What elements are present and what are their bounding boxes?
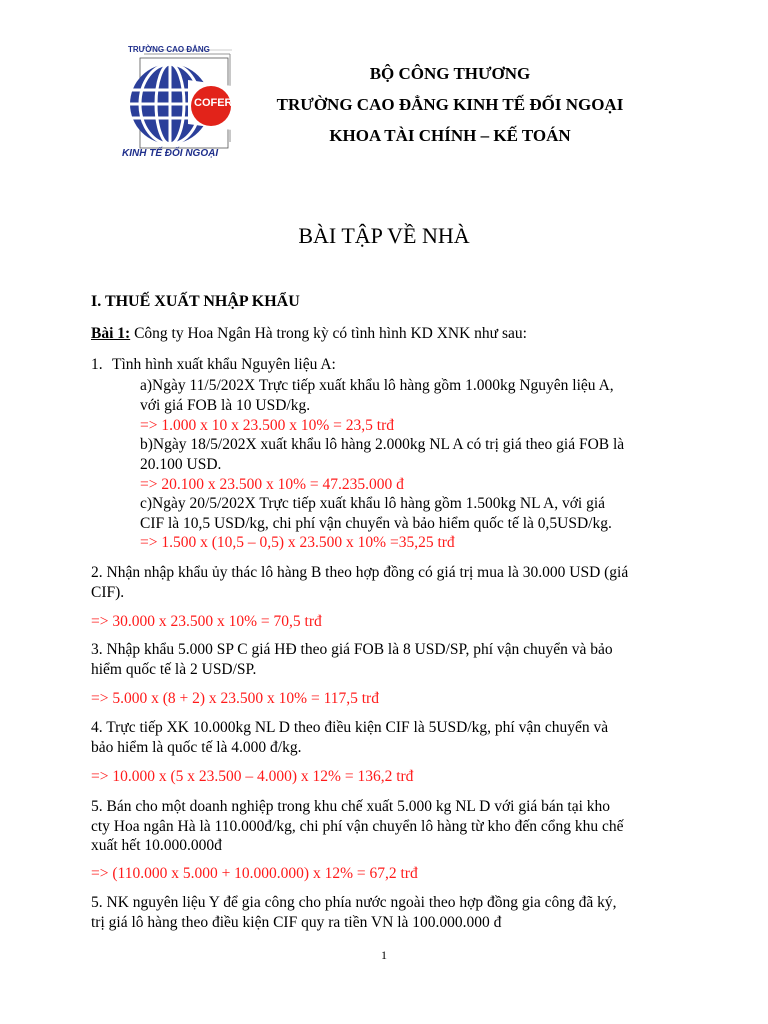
item3-line2: hiểm quốc tế là 2 USD/SP. <box>91 661 257 678</box>
item5-line3: xuất hết 10.000.000đ <box>91 837 222 854</box>
page-title: BÀI TẬP VỀ NHÀ <box>298 223 470 248</box>
section-heading: I. THUẾ XUẤT NHẬP KHẨU <box>91 293 300 310</box>
item1-a-line1: a)Ngày 11/5/202X Trực tiếp xuất khẩu lô hàng gồm 1.000kg Nguyên liệu A, <box>140 377 614 394</box>
item6-line2: trị giá lô hàng theo điều kiện CIF quy ra tiền VN là 100.000.000 đ <box>91 914 502 931</box>
item1-number: 1. <box>91 356 103 373</box>
item5-line1: 5. Bán cho một doanh nghiệp trong khu chế xuất 5.000 kg NL D với giá bán tại kho <box>91 798 611 815</box>
page-number: 1 <box>381 948 387 962</box>
exercise-label: Bài 1: <box>91 325 131 342</box>
faculty-name: KHOA TÀI CHÍNH – KẾ TOÁN <box>329 126 571 145</box>
item4-answer: => 10.000 x (5 x 23.500 – 4.000) x 12% = 136,2 trđ <box>91 768 414 785</box>
logo-badge-text: COFER <box>194 97 233 109</box>
item1-b-answer: => 20.100 x 23.500 x 10% = 47.235.000 đ <box>140 476 404 493</box>
item1-a-answer: => 1.000 x 10 x 23.500 x 10% = 23,5 trđ <box>140 417 394 434</box>
logo-top-text: TRƯỜNG CAO ĐẲNG <box>128 45 210 54</box>
item1-c-line2: CIF là 10,5 USD/kg, chi phí vận chuyển và bảo hiểm quốc tế là 0,5USD/kg. <box>140 515 612 532</box>
item6-line1: 5. NK nguyên liệu Y để gia công cho phía nước ngoài theo hợp đồng gia công đã ký, <box>91 894 617 911</box>
item4-line1: 4. Trực tiếp XK 10.000kg NL D theo điều kiện CIF là 5USD/kg, phí vận chuyển và <box>91 719 609 736</box>
item5-line2: cty Hoa ngân Hà là 110.000đ/kg, chi phí vận chuyển lô hàng từ kho đến cổng khu chế <box>91 818 624 835</box>
item1-heading: Tình hình xuất khẩu Nguyên liệu A: <box>112 356 336 373</box>
item5-answer: => (110.000 x 5.000 + 10.000.000) x 12% = 67,2 trđ <box>91 865 418 882</box>
item2-line1: 2. Nhận nhập khẩu ủy thác lô hàng B theo hợp đồng có giá trị mua là 30.000 USD (giá <box>91 564 629 581</box>
item3-answer: => 5.000 x (8 + 2) x 23.500 x 10% = 117,5 trđ <box>91 690 379 707</box>
item1-b-line2: 20.100 USD. <box>140 456 222 473</box>
item4-line2: bảo hiểm là quốc tế là 4.000 đ/kg. <box>91 739 302 756</box>
item1-c-line1: c)Ngày 20/5/202X Trực tiếp xuất khẩu lô hàng gồm 1.500kg NL A, với giá <box>140 495 606 512</box>
exercise-intro <box>91 324 527 344</box>
exercise-text: Công ty Hoa Ngân Hà trong kỳ có tình hình KD XNK như sau: <box>130 325 527 342</box>
item1-c-answer: => 1.500 x (10,5 – 0,5) x 23.500 x 10% =35,25 trđ <box>140 534 455 551</box>
ministry-name: BỘ CÔNG THƯƠNG <box>369 64 531 83</box>
item2-answer: => 30.000 x 23.500 x 10% = 70,5 trđ <box>91 613 322 630</box>
item2-line2: CIF). <box>91 584 125 601</box>
item1-b-line1: b)Ngày 18/5/202X xuất khẩu lô hàng 2.000kg NL A có trị giá theo giá FOB là <box>140 436 625 453</box>
college-name: TRƯỜNG CAO ĐẲNG KINH TẾ ĐỐI NGOẠI <box>276 95 624 114</box>
logo-bottom-text: KINH TẾ ĐỐI NGOẠI <box>122 148 219 159</box>
item1-a-line2: với giá FOB là 10 USD/kg. <box>140 397 311 414</box>
item3-line1: 3. Nhập khẩu 5.000 SP C giá HĐ theo giá FOB là 8 USD/SP, phí vận chuyển và bảo <box>91 641 613 658</box>
college-logo <box>118 42 236 164</box>
